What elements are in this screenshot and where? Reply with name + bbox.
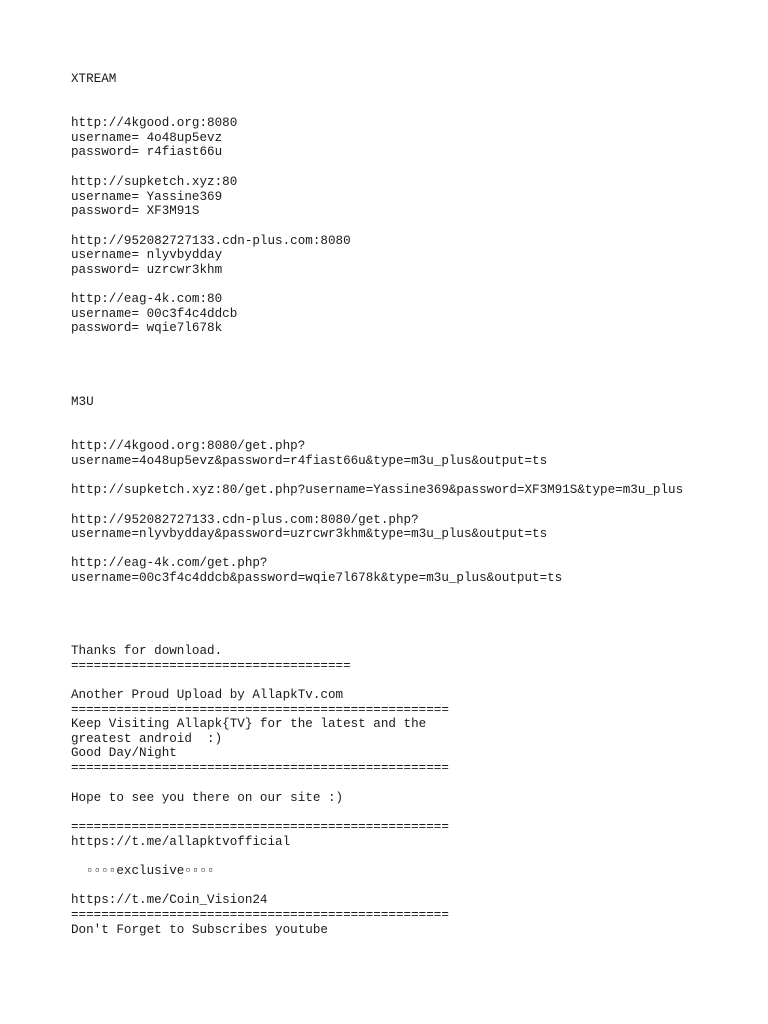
xtream-url-3[interactable]: http://952082727133.cdn-plus.com:8080 xyxy=(71,233,351,248)
subscribe-text: Don't Forget to Subscribes youtube xyxy=(71,922,328,937)
xtream-url-1[interactable]: http://4kgood.org:8080 xyxy=(71,116,238,130)
m3u-link-1-line-2[interactable]: username=4o48up5evz&password=r4fiast66u&type=m3u_plus&output=ts xyxy=(71,453,548,468)
m3u-link-3-line-1[interactable]: http://952082727133.cdn-plus.com:8080/get.php? xyxy=(71,512,419,527)
divider-short: ===================================== xyxy=(71,658,351,673)
exclusive-text: ▫▫▫▫exclusive▫▫▫▫ xyxy=(71,863,215,878)
m3u-link-4-line-2[interactable]: username=00c3f4c4ddcb&password=wqie7l678k&type=m3u_plus&output=ts xyxy=(71,570,563,585)
m3u-link-2[interactable]: http://supketch.xyz:80/get.php?username=Yassine369&password=XF3M91S&type=m3u_plus xyxy=(71,483,684,497)
m3u-link-1-line-1[interactable]: http://4kgood.org:8080/get.php? xyxy=(71,439,306,453)
xtream-password-1: password= r4fiast66u xyxy=(71,145,223,160)
m3u-link-4-line-1[interactable]: http://eag-4k.com/get.php? xyxy=(71,556,268,570)
thanks-text: Thanks for download. xyxy=(71,644,223,658)
divider-4: ================================================== xyxy=(71,907,449,922)
xtream-username-3: username= nlyvbydday xyxy=(71,248,223,263)
divider-1: ================================================== xyxy=(71,702,449,717)
proud-upload-text: Another Proud Upload by AllapkTv.com xyxy=(71,688,344,702)
xtream-username-2: username= Yassine369 xyxy=(71,189,223,204)
xtream-heading: XTREAM xyxy=(71,72,117,86)
xtream-password-4: password= wqie7l678k xyxy=(71,321,223,336)
telegram-coin-link[interactable]: https://t.me/Coin_Vision24 xyxy=(71,893,268,907)
m3u-link-3-line-2[interactable]: username=nlyvbydday&password=uzrcwr3khm&type=m3u_plus&output=ts xyxy=(71,527,548,542)
xtream-password-2: password= XF3M91S xyxy=(71,204,200,219)
xtream-url-2[interactable]: http://supketch.xyz:80 xyxy=(71,175,238,189)
keep-visiting-line-1: Keep Visiting Allapk{TV} for the latest and the xyxy=(71,717,427,732)
xtream-username-1: username= 4o48up5evz xyxy=(71,130,223,145)
xtream-password-3: password= uzrcwr3khm xyxy=(71,262,223,277)
divider-3: ================================================== xyxy=(71,819,449,834)
hope-text: Hope to see you there on our site :) xyxy=(71,790,344,805)
telegram-official-link[interactable]: https://t.me/allapktvofficial xyxy=(71,834,291,849)
xtream-username-4: username= 00c3f4c4ddcb xyxy=(71,306,238,321)
good-day-text: Good Day/Night xyxy=(71,746,177,761)
divider-2: ================================================== xyxy=(71,761,449,775)
m3u-heading: M3U xyxy=(71,395,94,409)
xtream-url-4[interactable]: http://eag-4k.com:80 xyxy=(71,292,223,306)
keep-visiting-line-2: greatest android :) xyxy=(71,731,223,746)
